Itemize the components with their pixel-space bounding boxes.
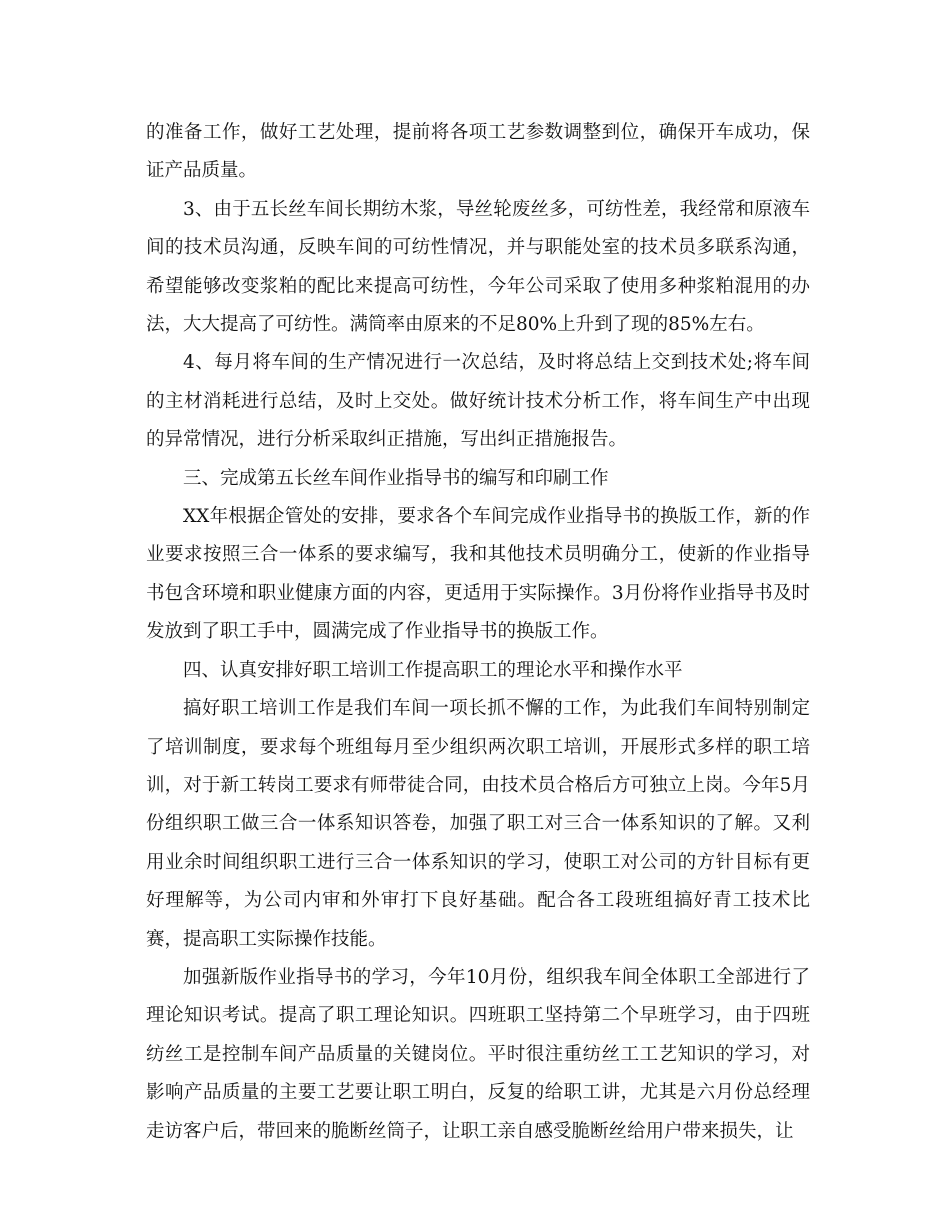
section-heading-3: 三、完成第五长丝车间作业指导书的编写和印刷工作 (183, 467, 609, 489)
paragraph-item-4: 4、每月将车间的生产情况进行一次总结，及时将总结上交到技术处;将车间的主材消耗进行总结，及时上交处。做好统计技术分析工作，将车间生产中出现的异常情况，进行分析采取纠正措施，写出纠正措施报告。 (146, 352, 810, 451)
paragraph-continuation: 的准备工作，做好工艺处理，提前将各项工艺参数调整到位，确保开车成功，保证产品质量。 (146, 122, 810, 182)
paragraph-section-4-study: 加强新版作业指导书的学习，今年10月份，组织我车间全体职工全部进行了理论知识考试。提高了职工理论知识。四班职工坚持第二个早班学习，由于四班纺丝工是控制车间产品质量的关键岗位。平时很注重纺丝工工艺知识的学习，对影响产品质量的主要工艺要让职工明白，反复的给职工讲，尤其是六月份总经理走访客户后，带回来的脆断丝筒子，让职工亲自感受脆断丝给用户带来损失，让 (146, 966, 810, 1142)
document-body (146, 114, 810, 1151)
paragraph-section-4-body: 搞好职工培训工作是我们车间一项长抓不懈的工作，为此我们车间特别制定了培训制度，要求每个班组每月至少组织两次职工培训，开展形式多样的职工培训，对于新工转岗工要求有师带徒合同，由技术员合格后方可独立上岗。今年5月份组织职工做三合一体系知识答卷，加强了职工对三合一体系知识的了解。又利用业余时间组织职工进行三合一体系知识的学习，使职工对公司的方针目标有更好理解等，为公司内审和外审打下良好基础。配合各工段班组搞好青工技术比赛，提高职工实际操作技能。 (146, 698, 810, 950)
paragraph-item-3: 3、由于五长丝车间长期纺木浆，导丝轮废丝多，可纺性差，我经常和原液车间的技术员沟通，反映车间的可纺性情况，并与职能处室的技术员多联系沟通，希望能够改变浆粕的配比来提高可纺性，今年公司采取了使用多种浆粕混用的办法，大大提高了可纺性。满筒率由原来的不足80%上升到了现的85%左右。 (146, 198, 810, 336)
section-heading-4: 四、认真安排好职工培训工作提高职工的理论水平和操作水平 (183, 659, 683, 681)
paragraph-section-3-body: XX年根据企管处的安排，要求各个车间完成作业指导书的换版工作，新的作业要求按照三合一体系的要求编写，我和其他技术员明确分工，使新的作业指导书包含环境和职业健康方面的内容，更适用于实际操作。3月份将作业指导书及时发放到了职工手中，圆满完成了作业指导书的换版工作。 (146, 506, 810, 643)
